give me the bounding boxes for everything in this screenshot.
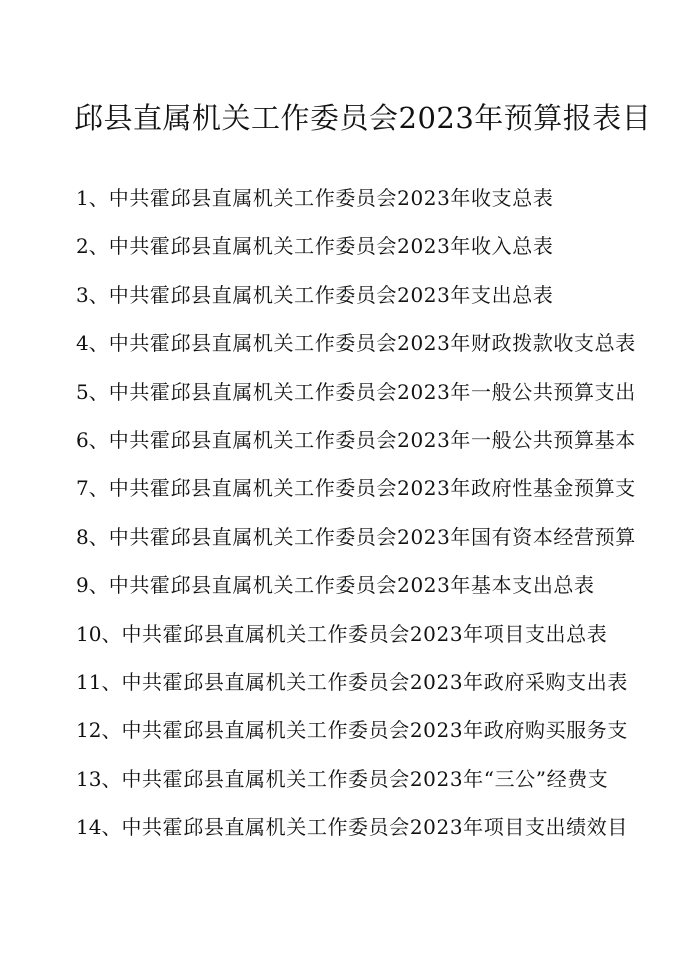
toc-item-4: [0, 323, 696, 371]
item-number: 1、: [76, 186, 109, 210]
item-number: 2、: [76, 234, 109, 259]
item-text: 中共霍邱县直属机关工作委员会2023年项目支出总表: [121, 621, 608, 646]
toc-item-5: [0, 372, 696, 420]
item-number: 4、: [76, 331, 109, 356]
toc-item-10: [0, 614, 696, 662]
toc-item-9: [0, 565, 696, 613]
toc-item-8: [0, 517, 696, 565]
item-number: 6、: [76, 427, 109, 452]
item-text: 中共霍邱县直属机关工作委员会2023年项目支出绩效目: [121, 815, 628, 840]
item-text: 中共霍邱县直属机关工作委员会2023年基本支出总表: [108, 573, 595, 598]
toc-item-14: [0, 807, 696, 855]
item-number: 3、: [76, 282, 109, 307]
item-number: 8、: [76, 524, 109, 549]
toc-item-1: [0, 178, 696, 226]
item-text: 中共霍邱县直属机关工作委员会2023年政府购买服务支: [121, 718, 628, 743]
toc-item-2: [0, 226, 696, 274]
item-text: 中共霍邱县直属机关工作委员会2023年政府性基金预算支: [108, 476, 636, 501]
item-text: 中共霍邱县直属机关工作委员会2023年一般公共预算基本: [108, 427, 636, 452]
item-number: 13、: [76, 766, 122, 791]
item-number: 7、: [76, 476, 109, 501]
table-of-contents: [0, 178, 696, 855]
item-number: 10、: [76, 621, 122, 646]
item-text: 中共霍邱县直属机关工作委员会2023年收入总表: [108, 234, 554, 259]
item-number: 11、: [76, 669, 122, 694]
item-text: 中共霍邱县直属机关工作委员会2023年收支总表: [108, 186, 554, 210]
document-title: 邱县直属机关工作委员会2023年预算报表目: [74, 101, 652, 135]
toc-item-13: [0, 759, 696, 807]
toc-item-7: [0, 468, 696, 516]
item-text: 中共霍邱县直属机关工作委员会2023年一般公共预算支出: [108, 379, 636, 404]
toc-item-6: [0, 420, 696, 468]
item-text: 中共霍邱县直属机关工作委员会2023年政府采购支出表: [121, 669, 628, 694]
item-text: 中共霍邱县直属机关工作委员会2023年国有资本经营预算: [108, 524, 636, 549]
toc-item-3: [0, 275, 696, 323]
item-text: 中共霍邱县直属机关工作委员会2023年财政拨款收支总表: [108, 331, 636, 356]
item-text: 中共霍邱县直属机关工作委员会2023年“三公”经费支: [121, 766, 609, 791]
toc-item-12: [0, 710, 696, 758]
item-number: 5、: [76, 379, 109, 404]
item-number: 12、: [76, 718, 122, 743]
item-number: 9、: [76, 573, 109, 598]
toc-item-11: [0, 662, 696, 710]
item-number: 14、: [76, 815, 122, 840]
item-text: 中共霍邱县直属机关工作委员会2023年支出总表: [108, 282, 554, 307]
